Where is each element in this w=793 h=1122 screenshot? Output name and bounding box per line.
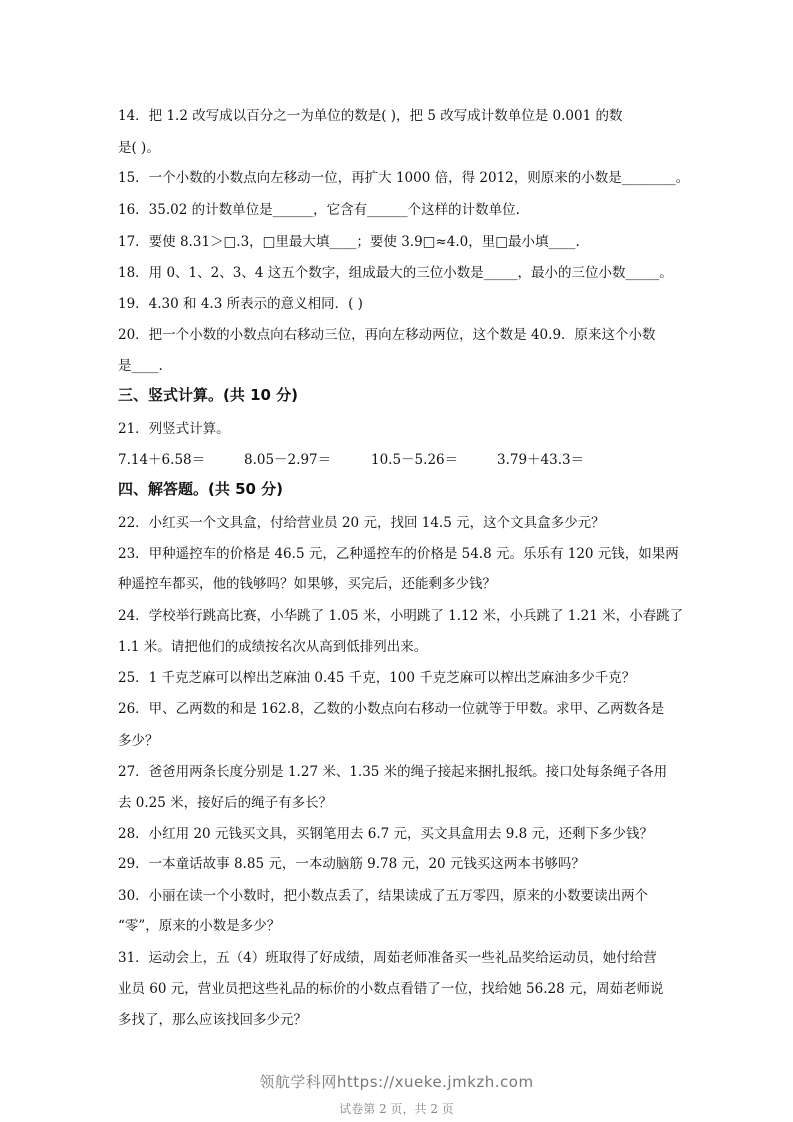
question-31-line-3: 多找了，那么应该找回多少元？ <box>118 1012 307 1028</box>
question-27-line-2: 去 0.25 米，接好后的绳子有多长？ <box>118 795 333 811</box>
page-footer: 试卷第 2 页，共 2 页 <box>339 1102 454 1116</box>
question-27-line-1: 27．爸爸用两条长度分别是 1.27 米、1.35 米的绳子接起来捆扎报纸。接口处每条绳子各用 <box>118 764 668 780</box>
calc-item-1: 7.14＋6.58＝ <box>118 452 206 468</box>
question-19: 19．4.30 和 4.3 所表示的意义相同．( ) <box>118 296 363 312</box>
question-18: 18．用 0、1、2、3、4 这五个数字，组成最大的三位小数是_____，最小的三位小数_____。 <box>118 265 673 281</box>
question-31-line-2: 业员 60 元，营业员把这些礼品的标价的小数点看错了一位，找给她 56.28 元，周茹老师说 <box>118 981 664 997</box>
question-20-line-1: 20．把一个小数的小数点向右移动三位，再向左移动两位，这个数是 40.9．原来这个小数 <box>118 327 656 343</box>
question-17: 17．要使 8.31＞□.3，□里最大填____；要使 3.9□≈4.0，里□最小填____. <box>118 234 580 250</box>
calc-item-3: 10.5－5.26＝ <box>371 452 459 468</box>
question-22: 22．小红买一个文具盒，付给营业员 20 元，找回 14.5 元，这个文具盒多少元？ <box>118 515 605 531</box>
question-16: 16．35.02 的计数单位是______，它含有______个这样的计数单位. <box>118 202 520 218</box>
question-30-line-2: “零”，原来的小数是多少？ <box>118 918 281 934</box>
question-25: 25．1 千克芝麻可以榨出芝麻油 0.45 千克，100 千克芝麻可以榨出芝麻油多少千克？ <box>118 670 636 686</box>
question-29: 29．一本童话故事 8.85 元，一本动脑筋 9.78 元，20 元钱买这两本书够吗？ <box>118 856 585 872</box>
question-26-line-2: 多少？ <box>118 733 159 749</box>
calc-item-2: 8.05－2.97＝ <box>244 452 332 468</box>
section-3-heading: 三、竖式计算。(共 10 分) <box>118 386 299 404</box>
question-14-line-1: 14．把 1.2 改写成以百分之一为单位的数是( )，把 5 改写成计数单位是 0.001 的数 <box>118 108 623 124</box>
watermark-text: 领航学科网https://xueke.jmkzh.com <box>259 1073 534 1091</box>
question-21: 21．列竖式计算。 <box>118 421 230 437</box>
question-31-line-1: 31．运动会上，五（4）班取得了好成绩，周茹老师准备买一些礼品奖给运动员，她付给营 <box>118 950 657 966</box>
question-23-line-1: 23．甲种遥控车的价格是 46.5 元，乙种遥控车的价格是 54.8 元。乐乐有 120 元钱，如果两 <box>118 546 679 562</box>
question-15: 15．一个小数的小数点向左移动一位，再扩大 1000 倍，得 2012，则原来的小数是________。 <box>118 170 690 186</box>
question-23-line-2: 种遥控车都买，他的钱够吗？如果够，买完后，还能剩多少钱？ <box>118 576 496 592</box>
question-26-line-1: 26．甲、乙两数的和是 162.8，乙数的小数点向右移动一位就等于甲数。求甲、乙两数各是 <box>118 701 665 717</box>
question-24-line-2: 1.1 米。请把他们的成绩按名次从高到低排列出来。 <box>118 639 428 655</box>
question-24-line-1: 24．学校举行跳高比赛，小华跳了 1.05 米，小明跳了 1.12 米，小兵跳了 1.21 米，小春跳了 <box>118 608 684 624</box>
question-20-line-2: 是____. <box>118 358 163 374</box>
calc-item-4: 3.79＋43.3＝ <box>497 452 585 468</box>
question-30-line-1: 30．小丽在读一个小数时，把小数点丢了，结果读成了五万零四，原来的小数要读出两个 <box>118 888 649 904</box>
section-4-heading: 四、解答题。(共 50 分) <box>118 480 284 498</box>
question-28: 28．小红用 20 元钱买文具，买钢笔用去 6.7 元，买文具盒用去 9.8 元，还剩下多少钱？ <box>118 826 654 842</box>
question-14-line-2: 是( )。 <box>118 140 160 156</box>
